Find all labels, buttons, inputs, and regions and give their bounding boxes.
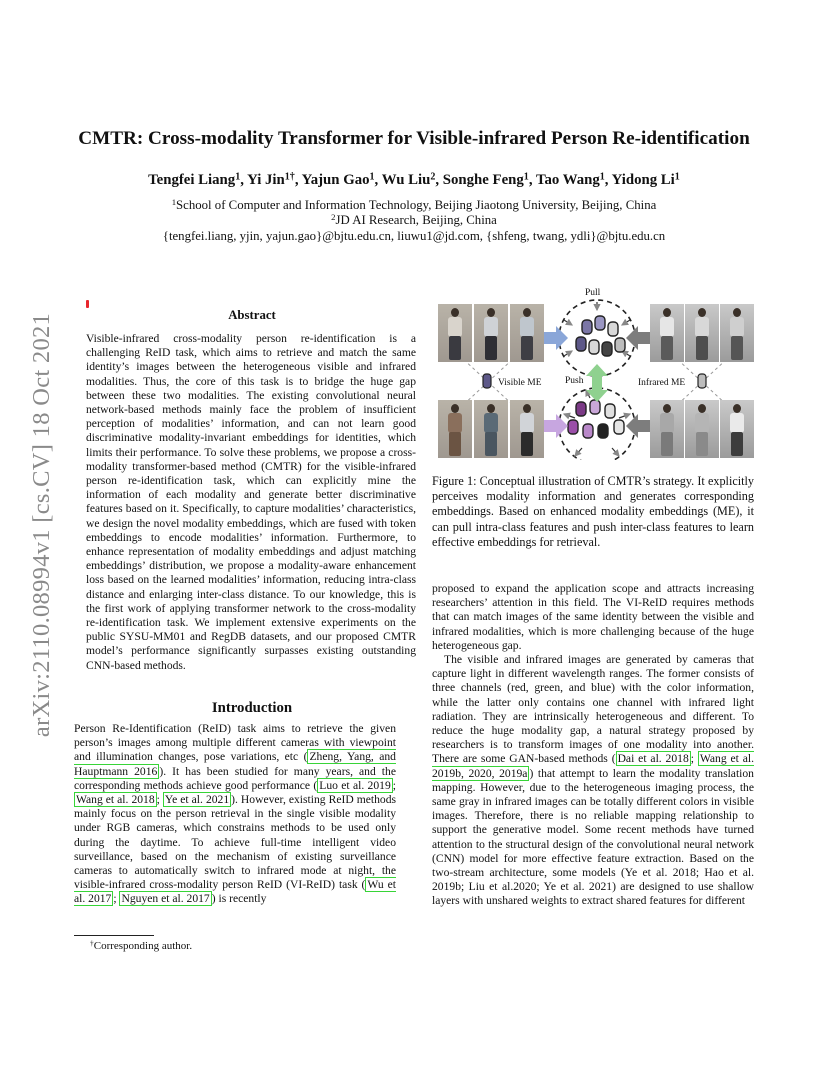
introduction-body [74, 722, 396, 907]
visible-person-image [510, 304, 544, 362]
author: Yidong Li$^1$ [611, 171, 680, 188]
abstract-heading: Abstract [228, 308, 276, 322]
label-visible-me: Visible ME [498, 378, 542, 388]
visible-to-cluster-arrow [544, 326, 568, 350]
label-infrared-me: Infrared ME [638, 378, 686, 388]
right-column-body [432, 582, 754, 909]
footnote: †Corresponding author. [90, 938, 193, 952]
infrared-person-image [720, 304, 754, 362]
abstract-body [86, 332, 416, 673]
citation-link[interactable]: Nguyen et al. 2017 [121, 892, 210, 906]
figure-1-caption: Figure 1: Conceptual illustration of CMTR’s strategy. It explicitly perceives modality information and generates corresponding embeddings. Based on enhanced modality embeddings (ME), it can pull intra-class features and push inter-class features to learn effective embeddings for retrieval. [432, 474, 754, 549]
citation-link[interactable]: Wang et al. 2019b, 2020, 2019a [432, 752, 754, 780]
arxiv-id: arXiv:2110.08994v1 [cs.CV] 18 Oct 2021 [28, 312, 55, 738]
arxiv-stamp [22, 290, 62, 760]
visible-person-image [474, 304, 508, 362]
visible-me-token-icon [483, 374, 491, 388]
author-emails: {tengfei.liang, yjin, yajun.gao}@bjtu.edu.cn, liuwu1@jd.com, {shfeng, twang, ydli}@bjtu.edu.cn [162, 229, 666, 243]
label-push: Push [565, 376, 584, 386]
author: Tao Wang$^1$ [535, 171, 605, 188]
annotation-marker [86, 300, 89, 308]
introduction-heading: Introduction [211, 700, 293, 716]
citation-link[interactable]: Wang et al. 2018 [76, 793, 155, 807]
paper-title: CMTR: Cross-modality Transformer for Visible-infrared Person Re-identification [78, 128, 750, 149]
feature-embeddings-top [576, 316, 625, 356]
label-pull: Pull [585, 288, 601, 298]
infrared-to-cluster-arrow [626, 326, 650, 350]
right-paragraph-1: proposed to expand the application scope and attracts increasing researchers’ attention in this field. The VI-ReID requires methods that can match images of the same identity between the visible and infrared modalities, which is more challenging because of the huge heterogeneous gap. [432, 582, 754, 652]
citation-link[interactable]: Zheng, Yang, and Hauptmann 2016 [74, 750, 396, 778]
author-list: Tengfei Liang$^1$, Yi Jin$^{1\dagger}$, Yajun Gao$^1$, Wu Liu$^2$, Songhe Feng$^1$, Tao Wang$^1$, Yidong Li$^1$ [148, 171, 680, 188]
affiliation-2: $^2$JD AI Research, Beijing, China [331, 212, 497, 227]
infrared-person-image [650, 304, 684, 362]
citation-link[interactable]: Dai et al. 2018 [617, 752, 689, 766]
author: Yi Jin$^{1\dagger}$ [247, 171, 295, 188]
visible-person-image [438, 400, 472, 458]
infrared-person-image [685, 400, 719, 458]
visible-person-image [474, 400, 508, 458]
infrared-person-image [650, 400, 684, 458]
infrared-person-image [720, 400, 754, 458]
figure-1 [432, 290, 754, 460]
author: Tengfei Liang$^1$ [148, 171, 241, 188]
footnote-rule [74, 935, 154, 936]
introduction-paragraph: Person Re-Identification (ReID) task aims to retrieve the given person’s images among multiple different cameras with viewpoint and illumination changes, pose variations, etc ( Zheng, Yang, and Hauptmann 2016 ). It has been studied for many years, and the corresponding methods achieve good performance ( Luo et al. 2019 ; Wang et al. 2018 ; Ye et al. 2021 ). However, existing ReID methods mainly focus on the person retrieval in the single visible modality under RGB cameras, which constrains methods to be used only during the daytime. To achieve full-time intelligent video surveillance, based on the mechanism of existing surveillance cameras to automatically switch to infrared mode at night, the visible-infrared cross-modality person ReID (VI-ReID) task ( Wu et al. 2017 ; Nguyen et al. 2017 ) is recently [74, 722, 397, 906]
visible-to-cluster-arrow-bottom [544, 414, 568, 438]
visible-person-image [510, 400, 544, 458]
visible-person-image [438, 304, 472, 362]
feature-embeddings-bottom [568, 400, 624, 438]
infrared-to-cluster-arrow-bottom [626, 414, 650, 438]
author: Wu Liu$^2$ [381, 171, 436, 188]
abstract-text: Visible-infrared cross-modality person re-identification is a challenging ReID task, which aims to retrieve and match the same identity’s images between the heterogeneous visible and infrared modalities. Thus, the core of this task is to bridge the huge gap between these two modalities. The existing convolutional neural network-based methods mainly face the problem of insufficient perception of modalities’ information, and can not learn good discriminative modality-invariant embeddings for identities, which limits their performance. To solve these problems, we propose a cross-modality transformer-based method (CMTR) for the visible-infrared person re-identification task, which can explicitly mine the information of each modality and generate better discriminative features based on it. Specifically, to capture modalities’ characteristics, we design the novel modality embeddings, which are fused with token embeddings to encode modalities’ information. Furthermore, to enhance representation of modality embeddings and adjust matching embeddings’ distribution, we propose a modality-aware enhancement loss based on the learned modalities’ information, reducing intra-class distance and enlarging inter-class distance. To our knowledge, this is the first work of applying transformer network to the cross-modality re-identification task. We implement extensive experiments on the public SYSU-MM01 and RegDB datasets, and our proposed CMTR model’s performance significantly surpasses existing outstanding CNN-based methods. [86, 332, 416, 672]
affiliation-1: $^1$School of Computer and Information Technology, Beijing Jiaotong University, Beijing, China [171, 197, 657, 212]
author: Yajun Gao$^1$ [301, 171, 375, 188]
citation-link[interactable]: Ye et al. 2021 [164, 793, 230, 807]
right-paragraph-2: The visible and infrared images are generated by cameras that capture light in different wavelength ranges. The former consists of three channels (red, green, and blue) with the color information, while the latter only contains one channel with infrared light radiation. They are intrinsically heterogeneous and different. To reduce the huge modality gap, a natural strategy proposed by researchers is to transform images of one modality into another. There are some GAN-based methods ( Dai et al. 2018 ; Wang et al. 2019b, 2020, 2019a ) that attempt to learn the modality translation mapping. However, due to the heterogeneous imaging process, the same gray in infrared images can be totally different colors in visible images. Therefore, there is no reliable mapping relationship to support the generative model. Some recent methods have turned attention to the structural design of the convolutional neural network (CNN) model for more effective feature extraction. Based on the two-stream architecture, some models (Ye et al. 2018; Hao et al. 2019b; Liu et al.2020; Ye et al. 2021) are designed to use shallow layers with unshared weights to extract shared features for different [432, 653, 754, 908]
infrared-person-image [685, 304, 719, 362]
author: Songhe Feng$^1$ [442, 171, 529, 188]
infrared-me-token-icon [698, 374, 706, 388]
citation-link[interactable]: Luo et al. 2019 [319, 778, 391, 792]
citation-link[interactable]: Wu et al. 2017 [74, 878, 396, 906]
